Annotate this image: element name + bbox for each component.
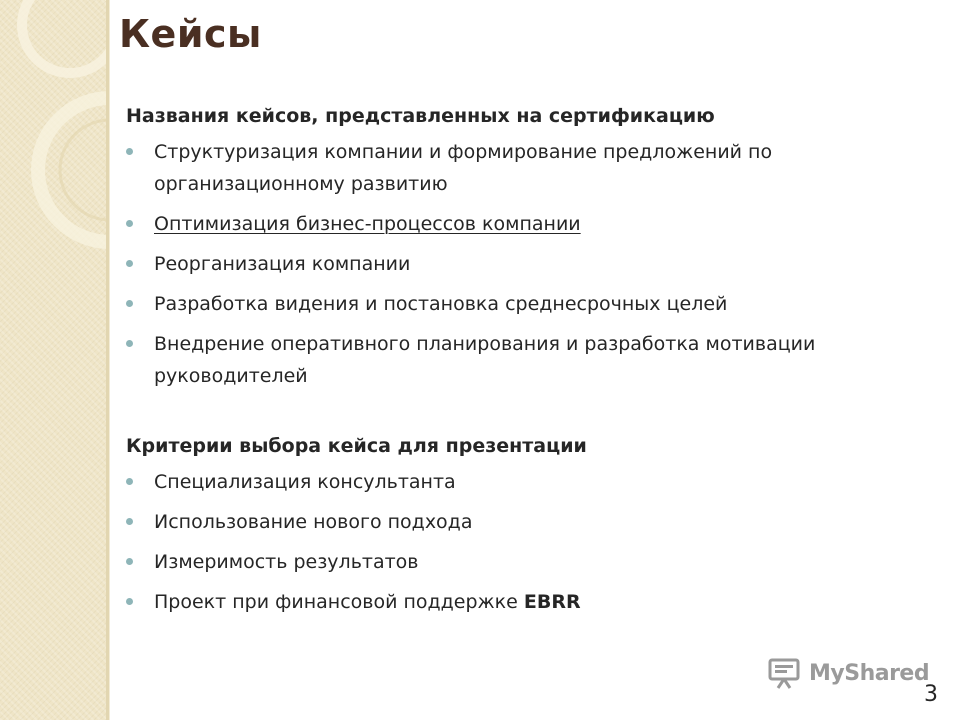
list-item-text: Разработка видения и постановка среднесрочных целей [154, 293, 728, 315]
list-item-text: Внедрение оперативного планирования и разработка мотивации руководителей [154, 333, 816, 387]
list-item-text: Использование нового подхода [154, 511, 473, 533]
section-heading-case-names: Названия кейсов, представленных на сертификацию [126, 105, 715, 127]
watermark-text: MyShared [809, 660, 930, 686]
case-names-list [126, 136, 926, 392]
list-item-text: Проект при финансовой поддержке [154, 591, 518, 613]
presentation-board-icon [767, 656, 801, 690]
slide-title: Кейсы [119, 12, 262, 56]
list-item-text: Измеримость результатов [154, 551, 419, 573]
bullet-icon [126, 518, 133, 525]
page-number: 3 [924, 682, 938, 707]
bullet-icon [126, 478, 133, 485]
list-item-text: Структуризация компании и формирование предложений по организационному развитию [154, 141, 773, 195]
list-item [126, 466, 926, 498]
list-item [126, 288, 926, 320]
side-divider-highlight [109, 0, 110, 720]
bullet-icon [126, 300, 133, 307]
selection-criteria-list [126, 466, 926, 618]
list-item [126, 506, 926, 538]
list-item [126, 248, 926, 280]
decorative-side-panel [0, 0, 106, 720]
bullet-icon [126, 558, 133, 565]
list-item-text: Специализация консультанта [154, 471, 456, 493]
list-item [126, 586, 926, 618]
bullet-icon [126, 598, 133, 605]
list-item-text: Реорганизация компании [154, 253, 411, 275]
bullet-icon [126, 260, 133, 267]
list-item [126, 136, 926, 200]
bullet-icon [126, 148, 133, 155]
decorative-circles [0, 0, 106, 720]
list-item [126, 546, 926, 578]
list-item-bold-tail: EBRR [523, 591, 581, 613]
slide-content [126, 100, 926, 626]
list-item [126, 208, 926, 240]
list-item [126, 328, 926, 392]
bullet-icon [126, 220, 133, 227]
section-spacer [126, 400, 926, 430]
bullet-icon [126, 340, 133, 347]
list-item-text-underlined: Оптимизация бизнес-процессов компании [154, 213, 581, 235]
watermark [767, 656, 929, 690]
section-heading-selection-criteria: Критерии выбора кейса для презентации [126, 435, 587, 457]
